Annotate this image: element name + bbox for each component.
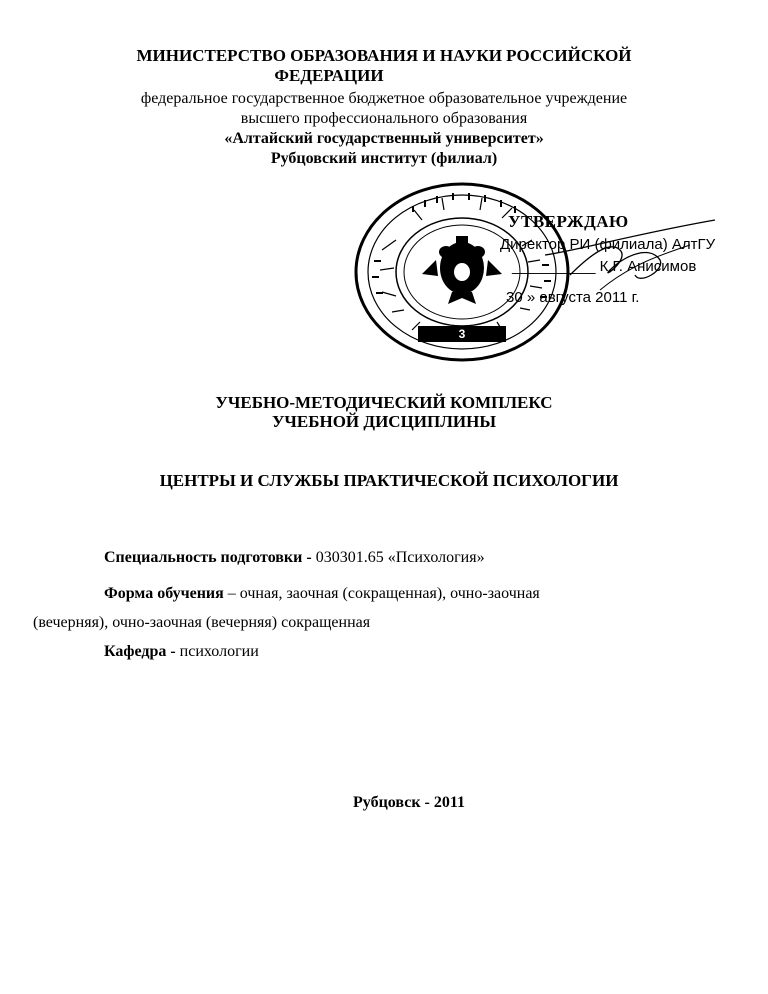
department-label: Кафедра - bbox=[104, 643, 180, 660]
institution-type-line-1: федеральное государственное бюджетное образовательное учреждение bbox=[140, 90, 628, 107]
department-value: психологии bbox=[179, 643, 259, 660]
branch-name: Рубцовский институт (филиал) bbox=[270, 150, 498, 167]
study-form-value-line-2: (вечерняя), очно-заочная (вечерняя) сокращенная bbox=[33, 614, 371, 631]
document-title-line-2: УЧЕБНОЙ ДИСЦИПЛИНЫ bbox=[271, 412, 497, 431]
document-title-line-1: УЧЕБНО-МЕТОДИЧЕСКИЙ КОМПЛЕКС bbox=[215, 393, 553, 412]
department-field bbox=[104, 643, 259, 661]
study-form-label: Форма обучения bbox=[104, 585, 224, 602]
specialty-value: 030301.65 «Психология» bbox=[315, 549, 485, 566]
university-name: «Алтайский государственный университет» bbox=[224, 130, 544, 147]
specialty-label: Специальность подготовки - bbox=[104, 549, 316, 566]
approval-position: Директор РИ (филиала) АлтГУ bbox=[500, 236, 716, 253]
approval-date: 30 » августа 2011 г. bbox=[506, 289, 640, 306]
city-year: Рубцовск - 2011 bbox=[353, 794, 465, 811]
approval-signature-line: __________ К.Г. Анисимов bbox=[512, 258, 697, 275]
ministry-line-2: ФЕДЕРАЦИИ bbox=[274, 66, 384, 85]
specialty-field bbox=[104, 549, 485, 567]
study-form-field bbox=[104, 585, 540, 603]
study-form-value-line-1: – очная, заочная (сокращенная), очно-заочная bbox=[223, 585, 540, 602]
approval-title: УТВЕРЖДАЮ bbox=[508, 212, 629, 231]
discipline-name: ЦЕНТРЫ И СЛУЖБЫ ПРАКТИЧЕСКОЙ ПСИХОЛОГИИ bbox=[159, 471, 619, 490]
ministry-line-1: МИНИСТЕРСТВО ОБРАЗОВАНИЯ И НАУКИ РОССИЙСКОЙ bbox=[136, 46, 632, 65]
svg-text:3: 3 bbox=[458, 327, 466, 341]
institution-type-line-2: высшего профессионального образования bbox=[240, 110, 528, 127]
